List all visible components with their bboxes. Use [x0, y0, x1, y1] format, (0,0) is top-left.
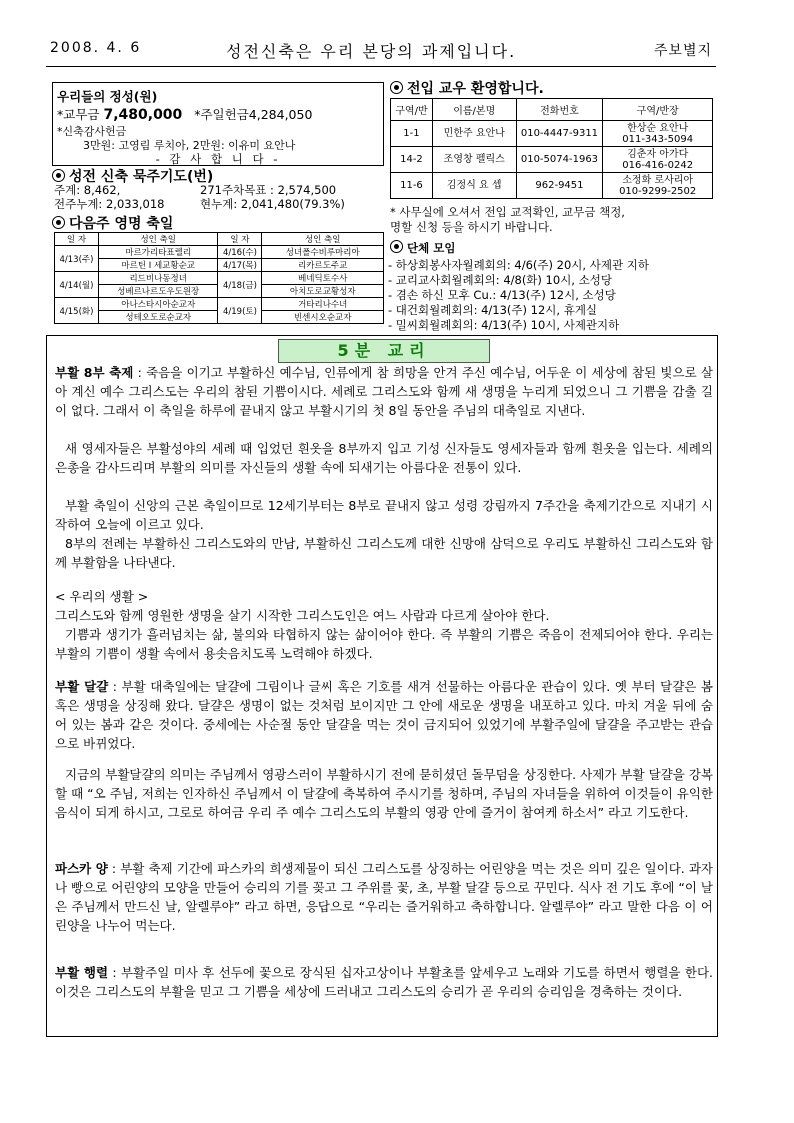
lesson-paragraph: 부활 8부 축제 : 죽음을 이기고 부활하신 예수님, 인류에게 참 희망을 안겨 주신 예수님, 어두운 이 세상에 참된 빛으로 살아 계신 예수 그리스도는 우리의 참된 기쁨이시다. 세례로 그리스도와 함께 새 생명을 누리게 되었으니 그 기쁨을 감출 길이 없다. 그래서 이 축일을 하루에 끝내지 않고 부활시기의 첫 8일 동안을 주님의 대축일로 지낸다. — [55, 365, 713, 418]
building-prayer-heading: 성전 신축 묵주기도(번) — [52, 166, 213, 186]
lesson-paragraph: 부활 행렬 : 부활주일 미사 후 선두에 꽃으로 장식된 십자고상이나 부활초를 앞세우고 노래와 기도를 하면서 행렬을 한다. 이것은 그리스도의 부활을 믿고 그 기쁨을 세상에 드러내고 그리스도의 승리가 곧 우리의 승리임을 경축하는 것이다. — [55, 965, 713, 999]
table-row: 14-2 조영창 펠릭스 010-5074-1963 김춘자 아가다 016-416-0242 — [391, 147, 713, 173]
table-row: 4/15(화) 아나스타시아순교자 4/19(토) 거타리나수녀 — [55, 298, 384, 311]
gatherings-heading: 단체 모임 — [390, 240, 455, 256]
welcome-heading: 전입 교우 환영합니다. — [390, 78, 544, 98]
table-row: 1-1 민한주 요안나 010-4447-9311 한상순 요안나 011-343-5094 — [391, 121, 713, 147]
lesson-paragraph: 부활 달걀 : 부활 대축일에는 달걀에 그림이나 글씨 혹은 기호를 새겨 선물하는 아름다운 관습이 있다. 옛 부터 달걀은 봄 혹은 생명을 상징해 왔다. 달걀은 생명이 없는 것처럼 보이지만 그 안에 새로운 생명을 내포하고 있다. 마치 겨울 뒤에 숨어 있는 봄과 같은 것이다. 중세에는 사순절 동안 달걀을 먹는 것이 금지되어 있었기에 부활주일에 달걀을 주고받는 관습으로 바뀌었다. — [55, 679, 713, 751]
sunday-amount: 4,284,050 — [248, 107, 313, 122]
bulletin-title: 성전신축은 우리 본당의 과제입니다. — [226, 42, 517, 61]
thanks-detail: 3만원: 고영림 루치아, 2만원: 이유미 요안나 — [83, 139, 296, 152]
feast-header-row — [55, 233, 384, 246]
thanks-label: *신축감사헌금 — [57, 125, 127, 138]
bulletin-date: 2008. 4. 6 — [50, 40, 142, 56]
term-octave: 부활 8부 축제 — [55, 365, 134, 380]
weekly-count: 주계: 8,462, — [54, 183, 121, 197]
feast-heading: 다음주 영명 축일 — [52, 213, 173, 233]
lesson-paragraph: 그리스도와 함께 영원한 생명을 살기 시작한 그리스도인은 여느 사람과 다르게 살아야 한다. — [55, 608, 550, 623]
feast-table — [54, 232, 384, 324]
lesson-paragraph: 새 영세자들은 부활성야의 세례 때 입었던 흰옷을 8부까지 입고 기성 신자들도 영세자들과 함께 흰옷을 입는다. 세례의 은총을 감사드리며 부활의 의미를 자신들의 생활 속에 되새기는 아름다운 전통이 있다. — [55, 441, 713, 475]
table-row: 성테오도로순교자 빈센시오순교자 — [55, 311, 384, 324]
lesson-paragraph: 8부의 전례는 부활하신 그리스도와의 만남, 부활하신 그리스도께 대한 신망애 삼덕으로 우리도 부활하신 그리스도와 함께 부활함을 나타낸다. — [55, 536, 713, 570]
sunday-label: *주일헌금 — [194, 107, 249, 122]
feast-col-date: 일 자 — [55, 233, 99, 246]
welcome-header-row: 구역/반 이름/본명 전화번호 구역/반장 — [391, 99, 713, 121]
collection-label: *교무금 — [57, 107, 100, 122]
feast-col-date: 일 자 — [218, 233, 262, 246]
page-header — [46, 26, 716, 70]
welcome-note: 명할 신청 등을 하시기 바랍니다. — [390, 220, 553, 234]
term-easter-egg: 부활 달걀 — [55, 679, 109, 694]
list-item: - 대건회월례회의: 4/13(주) 12시, 휴게실 — [388, 303, 598, 317]
lesson-paragraph: 기쁨과 생기가 흘러넘치는 삶, 불의와 타협하지 않는 삶이어야 한다. 즉 부활의 기쁨은 죽음이 전제되어야 한다. 우리는 부활의 기쁨이 생활 속에서 용솟음치도록 노력해야 하겠다. — [55, 627, 713, 661]
current-count: 현누계: 2,041,480(79.3%) — [200, 197, 345, 211]
gatherings-list — [388, 258, 649, 333]
welcome-table — [390, 98, 713, 199]
offering-heading: 우리들의 정성(원) — [57, 89, 158, 104]
feast-col-saint: 성인 축일 — [262, 233, 384, 246]
lesson-paragraph: 부활 축일이 신앙의 근본 축일이므로 12세기부터는 8부로 끝내지 않고 성령 강림까지 7주간을 축제기간으로 지내기 시작하여 오늘에 이르고 있다. — [55, 498, 713, 532]
list-item: - 밀씨회월례회의: 4/13(주) 10시, 사제관지하 — [388, 318, 620, 332]
header-divider — [46, 66, 716, 67]
bullet-circle-icon — [52, 169, 65, 182]
lesson-box — [46, 335, 718, 1037]
cumulative-count: 전주누계: 2,033,018 — [54, 197, 165, 211]
table-row: 11-6 김정식 요 셉 962-9451 소정화 로사리아 010-9299-2502 — [391, 173, 713, 199]
table-row: 성베르나르도우도원장 아치도로교황성자 — [55, 285, 384, 298]
table-row: 4/14(월) 리드비나동정녀 4/18(금) 베네딕토수사 — [55, 272, 384, 285]
bullet-circle-icon — [390, 240, 403, 253]
list-item: - 교리교사회월례회의: 4/8(화) 10시, 소성당 — [388, 273, 612, 287]
table-row: 마르틴 I 세교황순교 4/17(목) 리카르도주교 — [55, 259, 384, 272]
list-item: - 겸손 하신 모후 Cu.: 4/13(주) 12시, 소성당 — [388, 288, 616, 302]
bullet-circle-icon — [52, 216, 65, 229]
list-item: - 하상회봉사자월례회의: 4/6(주) 20시, 사제관 지하 — [388, 258, 649, 272]
term-procession: 부활 행렬 — [55, 965, 109, 980]
lesson-title: 5분 교리 — [278, 339, 490, 363]
target-count: 271주차목표 : 2,574,500 — [200, 183, 337, 197]
life-heading: < 우리의 생활 > — [55, 589, 149, 604]
term-paschal-lamb: 파스카 양 — [55, 861, 108, 876]
collection-amount: 7,480,000 — [103, 107, 183, 123]
bullet-circle-icon — [390, 81, 403, 94]
lesson-paragraph: 지금의 부활달걀의 의미는 주님께서 영광스러이 부활하시기 전에 묻히셨던 돌무덤을 상징한다. 사제가 부활 달걀을 강복할 때 “오 주님, 저희는 인자하신 주님께서 이 달걀에 축복하여 주시기를 청하며, 주님의 자녀들을 위하여 이것들이 유익한 음식이 되게 하시고, 그로로 하여금 우리 주 예수 그리스도의 부활의 영광 안에 즐거이 참여케 하소서” 라고 기도한다. — [55, 767, 713, 820]
publication-label: 주보별지 — [653, 43, 712, 59]
welcome-note: * 사무실에 오셔서 전입 교적확인, 교무금 책정, — [390, 205, 625, 219]
feast-col-saint: 성인 축일 — [98, 233, 218, 246]
thanks-message: - 감 사 합 니 다 - — [155, 152, 281, 166]
lesson-paragraph: 파스카 양 : 부활 축제 기간에 파스카의 희생제물이 되신 그리스도를 상징하는 어린양을 먹는 것은 의미 깊은 일이다. 과자나 빵으로 어린양의 모양을 만들어 승리의 기를 꽂고 그 주위를 꽃, 초, 부활 달걀 등으로 꾸민다. 식사 전 기도 후에 “이 날은 주님께서 만드신 날, 알렐루야” 라고 하면, 응답으로 “우리는 즐거워하고 축하합니다. 알렐루야” 라고 말한 다음 이 어린양을 나누어 먹는다. — [55, 861, 714, 933]
offering-amounts — [57, 105, 312, 123]
offering-box — [52, 82, 384, 166]
table-row: 4/13(주) 마르가리타표렐리 4/16(수) 성녀폴수비루마리아 — [55, 246, 384, 259]
